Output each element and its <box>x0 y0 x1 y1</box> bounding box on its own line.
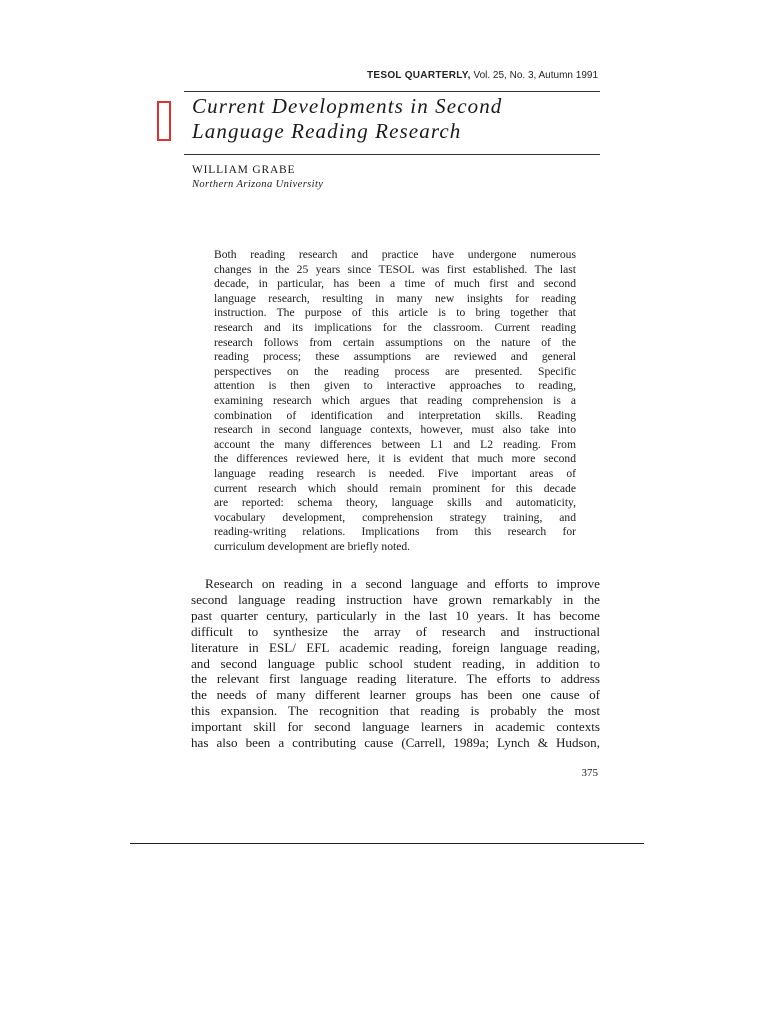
article-title-line-2: Language Reading Research <box>192 119 462 143</box>
body-line: past quarter century, particularly in the last 10 years. It has become <box>191 607 600 623</box>
abstract-line: account the many differences between L1 and L2 reading. From <box>214 437 576 451</box>
body-line: difficult to synthesize the array of research and instructional <box>191 623 600 639</box>
abstract-line: vocabulary development, comprehension strategy training, and <box>214 510 576 524</box>
body-line: Research on reading in a second language and efforts to improve <box>205 576 600 591</box>
red-annotation-box <box>157 101 171 141</box>
journal-name: TESOL QUARTERLY, <box>366 70 471 81</box>
abstract <box>214 248 576 554</box>
abstract-line: changes in the 25 years since TESOL was first established. The last <box>214 262 576 276</box>
article-title <box>192 94 502 144</box>
body-line: this expansion. The recognition that reading is probably the most <box>191 703 600 719</box>
abstract-line: the differences reviewed here, it is evident that much more second <box>214 452 576 466</box>
body-paragraph <box>191 576 600 751</box>
abstract-line: current research which should remain prominent for this decade <box>214 481 576 495</box>
body-line: the needs of many different learner groups has been one cause of <box>191 687 600 703</box>
body-line: the relevant first language reading literature. The efforts to address <box>191 671 600 687</box>
abstract-line: curriculum development are briefly noted. <box>214 539 411 553</box>
page-bottom-rule <box>130 843 644 844</box>
body-line: and second language public school student reading, in addition to <box>191 655 600 671</box>
article-title-line-1: Current Developments in Second <box>192 94 503 118</box>
page-number: 375 <box>581 767 598 779</box>
journal-issue: Vol. 25, No. 3, Autumn 1991 <box>473 70 598 81</box>
author-affiliation: Northern Arizona University <box>192 179 324 190</box>
abstract-line: reading process; these assumptions are reviewed and general <box>214 350 576 364</box>
abstract-line: Both reading research and practice have undergone numerous <box>214 248 576 261</box>
abstract-line: research and its implications for the classroom. Current reading <box>214 320 576 334</box>
abstract-line: attention is then given to interactive approaches to reading, <box>214 379 576 393</box>
abstract-line: are reported: schema theory, language skills and automaticity, <box>214 496 576 510</box>
body-line: important skill for second language learners in academic contexts <box>191 719 600 735</box>
author-name: WILLIAM GRABE <box>192 164 296 176</box>
abstract-line: language research, resulting in many new insights for reading <box>214 291 576 305</box>
abstract-line: language reading research is needed. Five important areas of <box>214 466 576 480</box>
abstract-line: reading-writing relations. Implications from this research for <box>214 525 576 539</box>
body-line: has also been a contributing cause (Carrell, 1989a; Lynch & Hudson, <box>191 735 600 751</box>
body-line: second language reading instruction have grown remarkably in the <box>191 591 600 607</box>
abstract-line: research follows from certain assumptions on the nature of the <box>214 335 576 349</box>
journal-header <box>367 70 598 81</box>
header-rule <box>184 91 600 92</box>
abstract-line: research in second language contexts, however, must also take into <box>214 423 576 437</box>
abstract-line: perspectives on the reading process are presented. Specific <box>214 364 576 378</box>
title-rule <box>184 154 600 155</box>
abstract-line: combination of identification and interpretation skills. Reading <box>214 408 576 422</box>
abstract-line: examining research which argues that reading comprehension is a <box>214 393 576 407</box>
abstract-line: decade, in particular, has been a time of much first and second <box>214 277 576 291</box>
abstract-line: instruction. The purpose of this article is to bring together that <box>214 306 576 320</box>
body-line: literature in ESL/ EFL academic reading, foreign language reading, <box>191 639 600 655</box>
